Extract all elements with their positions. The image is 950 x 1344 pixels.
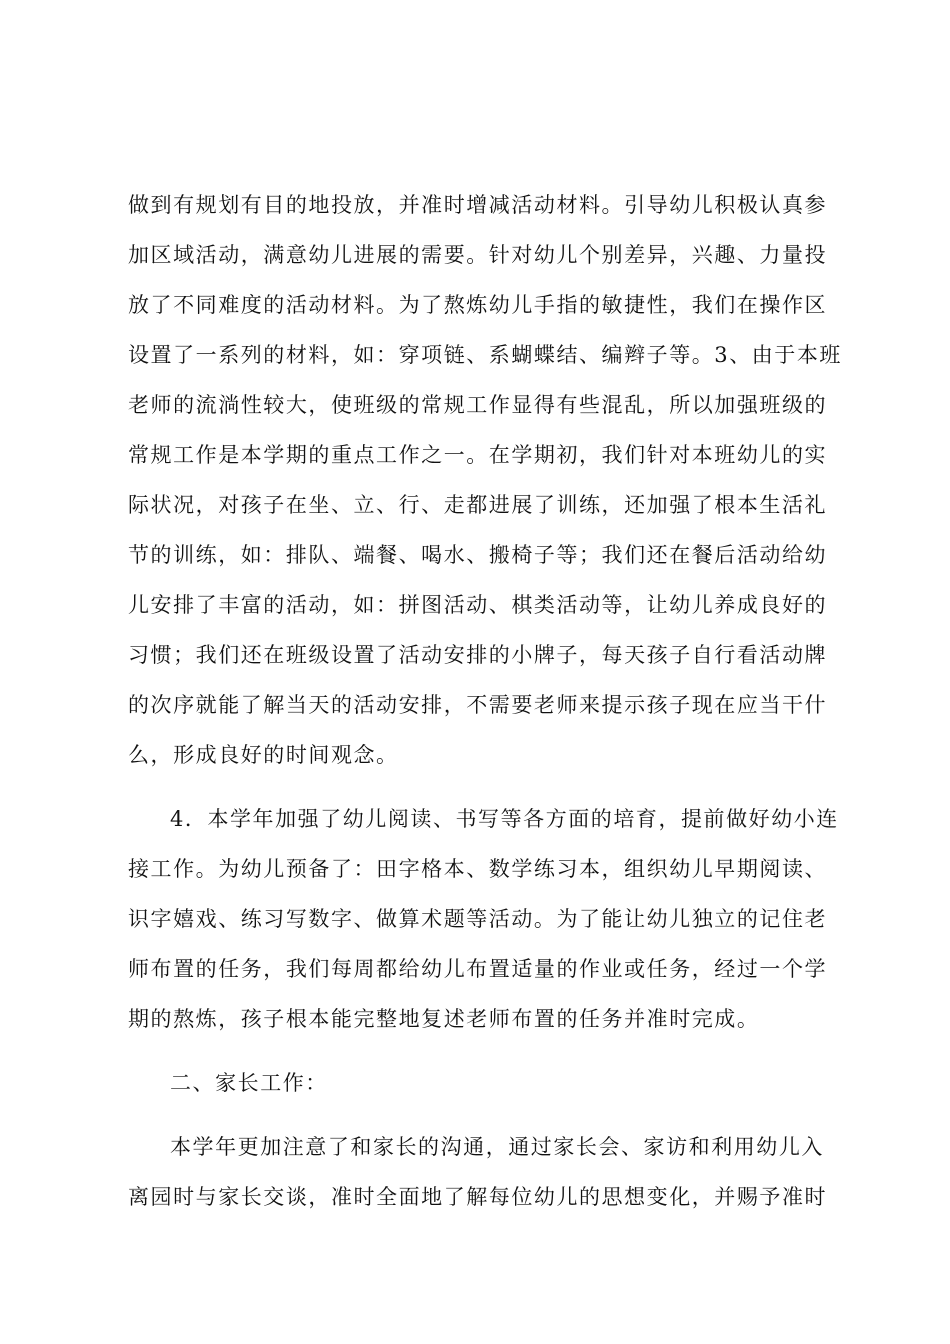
text-line: 儿安排了丰富的活动，如：拼图活动、棋类活动等，让幼儿养成良好的	[128, 593, 828, 617]
text-line: 设置了一系列的材料，如：穿项链、系蝴蝶结、编辫子等。3、由于本班	[128, 343, 842, 367]
paragraph-2	[128, 794, 839, 1044]
text-line: 识字嬉戏、练习写数字、做算术题等活动。为了能让幼儿独立的记住老	[128, 907, 828, 931]
text-line: 离园时与家长交谈，准时全面地了解每位幼儿的思想变化，并赐予准时	[128, 1185, 828, 1209]
section-heading: 二、家长工作：	[170, 1071, 328, 1095]
text-line: 4．本学年加强了幼儿阅读、书写等各方面的培育，提前做好幼小连	[170, 807, 839, 831]
text-line: 际状况，对孩子在坐、立、行、走都进展了训练，还加强了根本生活礼	[128, 493, 828, 517]
text-line: 本学年更加注意了和家长的沟通，通过家长会、家访和利用幼儿入	[170, 1135, 824, 1159]
text-line: 节的训练，如：排队、端餐、喝水、搬椅子等；我们还在餐后活动给幼	[128, 543, 828, 567]
text-line: 习惯；我们还在班级设置了活动安排的小牌子，每天孩子自行看活动牌	[128, 643, 828, 667]
text-line: 加区域活动，满意幼儿进展的需要。针对幼儿个别差异，兴趣、力量投	[128, 243, 828, 267]
text-line: 接工作。为幼儿预备了：田字格本、数学练习本，组织幼儿早期阅读、	[128, 857, 828, 881]
text-line: 么，形成良好的时间观念。	[128, 743, 399, 767]
text-line: 老师的流淌性较大，使班级的常规工作显得有些混乱，所以加强班级的	[128, 393, 828, 417]
text-line: 常规工作是本学期的重点工作之一。在学期初，我们针对本班幼儿的实	[128, 443, 828, 467]
text-line: 放了不同难度的活动材料。为了熬炼幼儿手指的敏捷性，我们在操作区	[128, 293, 828, 317]
text-line: 期的熬炼，孩子根本能完整地复述老师布置的任务并准时完成。	[128, 1007, 760, 1031]
text-line: 的次序就能了解当天的活动安排，不需要老师来提示孩子现在应当干什	[128, 693, 828, 717]
text-line: 师布置的任务，我们每周都给幼儿布置适量的作业或任务，经过一个学	[128, 957, 828, 981]
document-body	[128, 180, 842, 1222]
paragraph-1	[128, 180, 842, 780]
text-line: 做到有规划有目的地投放，并准时增减活动材料。引导幼儿积极认真参	[128, 193, 828, 217]
paragraph-3	[128, 1122, 828, 1222]
